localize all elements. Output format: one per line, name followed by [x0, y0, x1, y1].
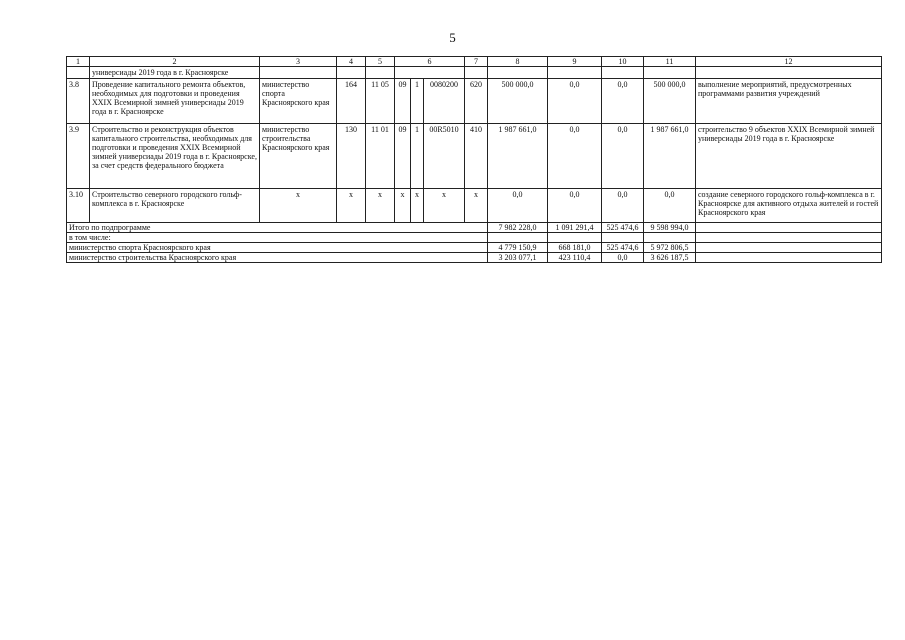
- col9-value: 0,0: [548, 189, 602, 223]
- header-cell: 6: [395, 57, 465, 67]
- col6c-value: х: [424, 189, 465, 223]
- col10-value: 0,0: [602, 124, 644, 189]
- total-row: [67, 233, 882, 243]
- row-number: 3.8: [67, 79, 90, 124]
- expected-result: выполнение мероприятий, предусмотренных программами развития учреждений: [696, 79, 882, 124]
- col6a-value: х: [395, 189, 411, 223]
- total-col10: 525 474,6: [602, 223, 644, 233]
- header-cell: 9: [548, 57, 602, 67]
- col4-value: 130: [337, 124, 366, 189]
- header-cell: 3: [260, 57, 337, 67]
- row-number: 3.9: [67, 124, 90, 189]
- continuation-row: [67, 67, 882, 79]
- executor: х: [260, 189, 337, 223]
- col6b-value: х: [411, 189, 424, 223]
- col8-value: 1 987 661,0: [488, 124, 548, 189]
- col6a-value: 09: [395, 79, 411, 124]
- header-cell: 2: [90, 57, 260, 67]
- header-cell: 1: [67, 57, 90, 67]
- col5-value: х: [366, 189, 395, 223]
- total-col11: 5 972 806,5: [644, 243, 696, 253]
- total-row: [67, 223, 882, 233]
- col11-value: 1 987 661,0: [644, 124, 696, 189]
- col6c-value: 00R5010: [424, 124, 465, 189]
- col7-value: 620: [465, 79, 488, 124]
- col7-value: х: [465, 189, 488, 223]
- col10-value: 0,0: [602, 79, 644, 124]
- header-cell: 5: [366, 57, 395, 67]
- expected-result: создание северного городского гольф-комплекса в г. Красноярске для активного отдыха жителей и гостей Красноярского края: [696, 189, 882, 223]
- header-cell: 12: [696, 57, 882, 67]
- total-col8: 4 779 150,9: [488, 243, 548, 253]
- col4-value: 164: [337, 79, 366, 124]
- expected-result: строительство 9 объектов XXIX Всемирной зимней универсиады 2019 года в г. Красноярске: [696, 124, 882, 189]
- col4-value: х: [337, 189, 366, 223]
- header-cell: 7: [465, 57, 488, 67]
- total-col10: 525 474,6: [602, 243, 644, 253]
- total-col9: 423 110,4: [548, 253, 602, 263]
- total-row: [67, 243, 882, 253]
- col6c-value: 0080200: [424, 79, 465, 124]
- total-col8: 3 203 077,1: [488, 253, 548, 263]
- executor: министерство строительства Красноярского края: [260, 124, 337, 189]
- activity-name: Строительство и реконструкция объектов капитального строительства, необходимых для подготовки и проведения XXIX Всемирной зимней универсиады 2019 года в г. Красноярске, за счет средств федерального бюджета: [90, 124, 260, 189]
- col8-value: 500 000,0: [488, 79, 548, 124]
- col7-value: 410: [465, 124, 488, 189]
- total-col9: 1 091 291,4: [548, 223, 602, 233]
- total-label: министерство строительства Красноярского края: [67, 253, 488, 263]
- total-row: [67, 253, 882, 263]
- executor: министерство спорта Красноярского края: [260, 79, 337, 124]
- program-activities-table: [66, 56, 882, 263]
- page-number: 5: [449, 30, 456, 45]
- table-row: [67, 189, 882, 223]
- col9-value: 0,0: [548, 79, 602, 124]
- total-label: в том числе:: [67, 233, 488, 243]
- table-row: [67, 79, 882, 124]
- total-col11: 9 598 994,0: [644, 223, 696, 233]
- col5-value: 11 05: [366, 79, 395, 124]
- col6b-value: 1: [411, 79, 424, 124]
- row-number: 3.10: [67, 189, 90, 223]
- continuation-text: универсиады 2019 года в г. Красноярске: [90, 67, 260, 79]
- total-col9: 668 181,0: [548, 243, 602, 253]
- col5-value: 11 01: [366, 124, 395, 189]
- col11-value: 500 000,0: [644, 79, 696, 124]
- col6a-value: 09: [395, 124, 411, 189]
- col9-value: 0,0: [548, 124, 602, 189]
- total-col10: 0,0: [602, 253, 644, 263]
- total-label: министерство спорта Красноярского края: [67, 243, 488, 253]
- total-col11: 3 626 187,5: [644, 253, 696, 263]
- activity-name: Проведение капитального ремонта объектов, необходимых для подготовки и проведения XXIX Всемирной зимней универсиады 2019 года в г. Красноярске: [90, 79, 260, 124]
- table-header-row: [67, 57, 882, 67]
- total-label: Итого по подпрограмме: [67, 223, 488, 233]
- col11-value: 0,0: [644, 189, 696, 223]
- col10-value: 0,0: [602, 189, 644, 223]
- header-cell: 11: [644, 57, 696, 67]
- total-col11: [644, 233, 696, 243]
- table-row: [67, 124, 882, 189]
- header-cell: 8: [488, 57, 548, 67]
- header-cell: 4: [337, 57, 366, 67]
- col6b-value: 1: [411, 124, 424, 189]
- col8-value: 0,0: [488, 189, 548, 223]
- total-col10: [602, 233, 644, 243]
- activity-name: Строительство северного городского гольф-комплекса в г. Красноярске: [90, 189, 260, 223]
- total-col8: 7 982 228,0: [488, 223, 548, 233]
- header-cell: 10: [602, 57, 644, 67]
- total-col8: [488, 233, 548, 243]
- total-col9: [548, 233, 602, 243]
